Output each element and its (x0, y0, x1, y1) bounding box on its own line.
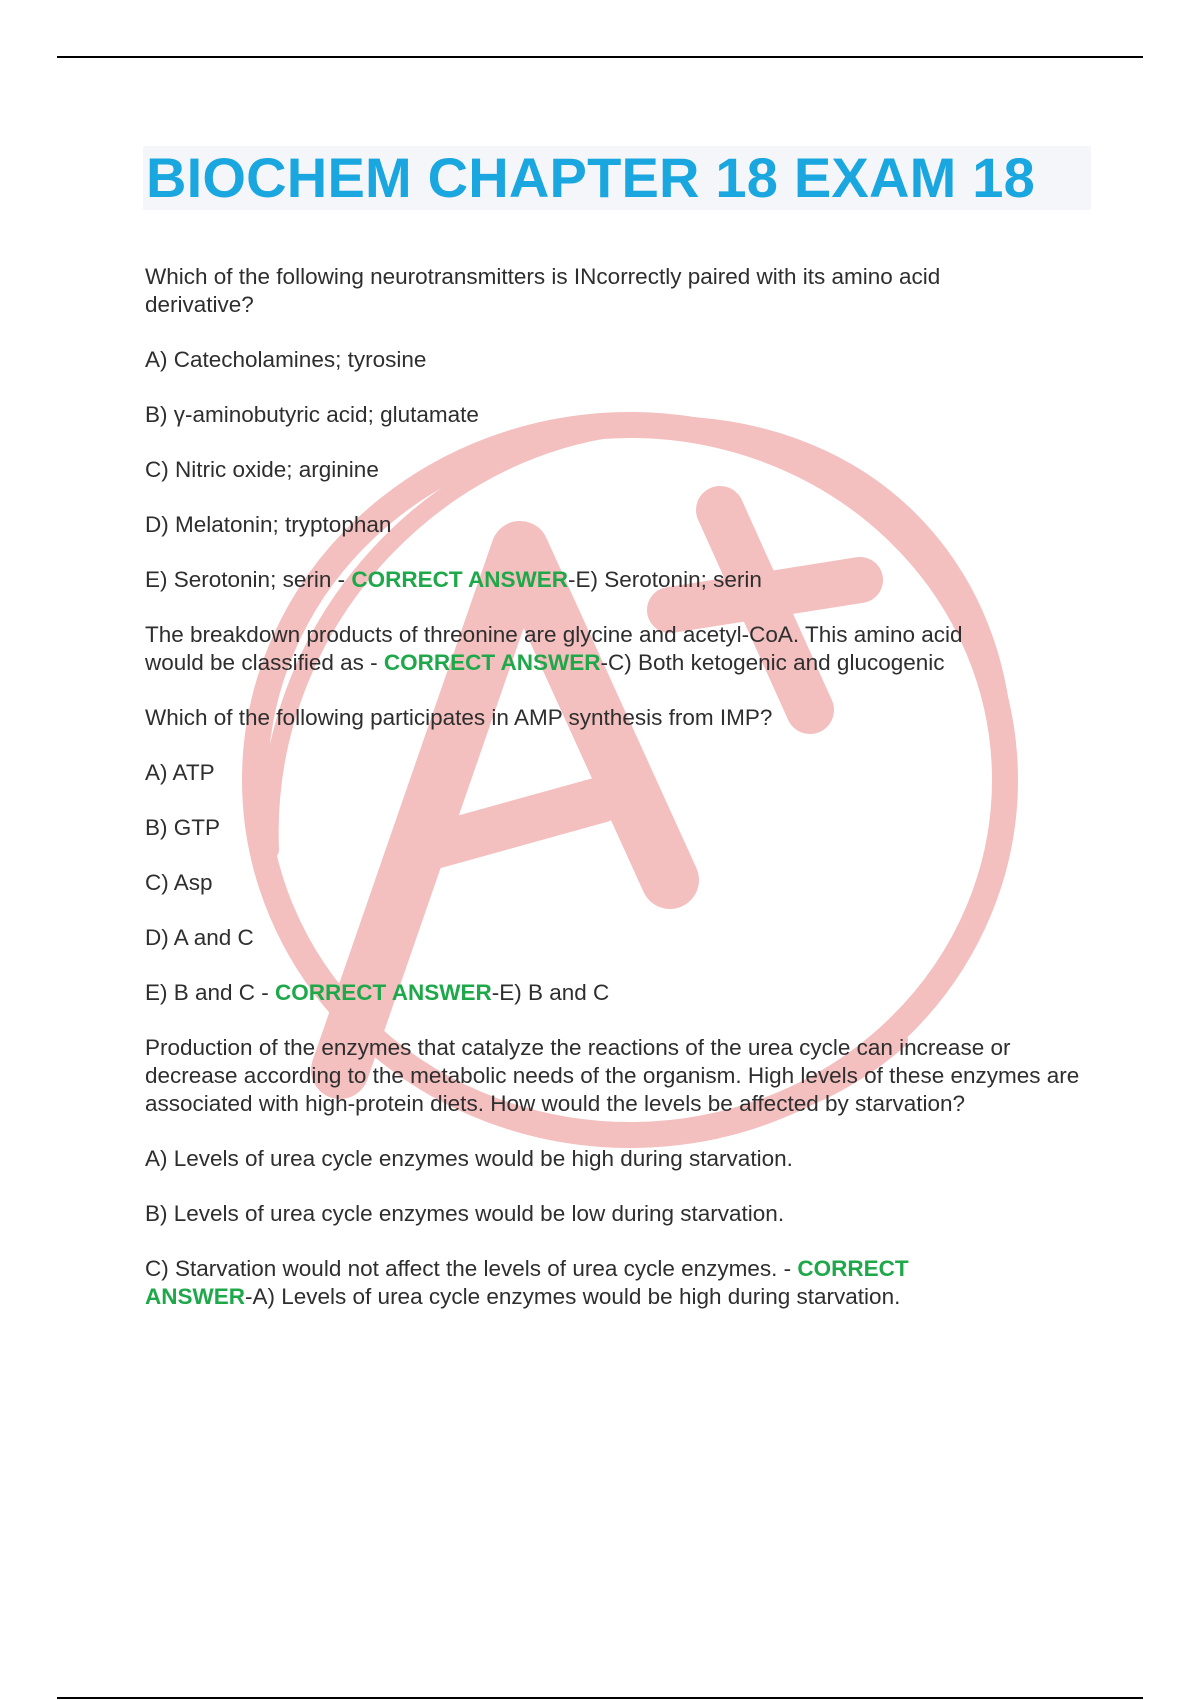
page-title: BIOCHEM CHAPTER 18 EXAM 18 (146, 146, 1035, 209)
answer-text: -E) B and C (491, 980, 610, 1005)
correct-answer-label: CORRECT ANSWER (351, 567, 569, 592)
q1-option-d: D) Melatonin; tryptophan (145, 512, 392, 537)
q1-option-a: A) Catecholamines; tyrosine (145, 347, 427, 372)
q1-option-c: C) Nitric oxide; arginine (145, 457, 379, 482)
answer-text: -A) Levels of urea cycle enzymes would be high during starvation. (245, 1284, 901, 1309)
question-1: Which of the following neurotransmitters is INcorrectly paired with its amino acid derivative? (145, 264, 941, 317)
q3-option-c: C) Asp (145, 870, 213, 895)
question-text: The breakdown products of threonine are glycine and acetyl-CoA. This amino acid would be classified as - (145, 622, 963, 675)
bottom-rule (57, 1697, 1143, 1699)
option-text: C) Starvation would not affect the levels of urea cycle enzymes. - (145, 1256, 798, 1281)
option-text: E) B and C - (145, 980, 276, 1005)
q4-option-a: A) Levels of urea cycle enzymes would be high during starvation. (145, 1146, 793, 1171)
question-3: Which of the following participates in AMP synthesis from IMP? (145, 705, 773, 730)
option-text: E) Serotonin; serin - (145, 567, 352, 592)
q3-option-a: A) ATP (145, 760, 215, 785)
q3-option-e-answer (145, 979, 1095, 1007)
correct-answer-label: CORRECT ANSWER (145, 1256, 909, 1309)
top-rule (57, 56, 1143, 58)
q1-option-b: B) γ-aminobutyric acid; glutamate (145, 402, 479, 427)
exam-content (145, 263, 1095, 1338)
correct-answer-label: CORRECT ANSWER (275, 980, 492, 1005)
answer-text: -E) Serotonin; serin (568, 567, 762, 592)
q3-option-d: D) A and C (145, 925, 254, 950)
q1-option-e-answer (145, 566, 1095, 594)
q4-option-c-answer (145, 1255, 995, 1311)
q4-option-b: B) Levels of urea cycle enzymes would be low during starvation. (145, 1201, 785, 1226)
correct-answer-label: CORRECT ANSWER (383, 650, 601, 675)
q3-option-b: B) GTP (145, 815, 221, 840)
answer-text: -C) Both ketogenic and glucogenic (600, 650, 945, 675)
question-4: Production of the enzymes that catalyze the reactions of the urea cycle can increase or decrease according to the metabolic needs of the organism. High levels of these enzymes are associated with high-protein diets. How would the levels be affected by starvation? (145, 1035, 1080, 1116)
question-2-answer (145, 621, 1025, 677)
title-band (143, 146, 1091, 210)
